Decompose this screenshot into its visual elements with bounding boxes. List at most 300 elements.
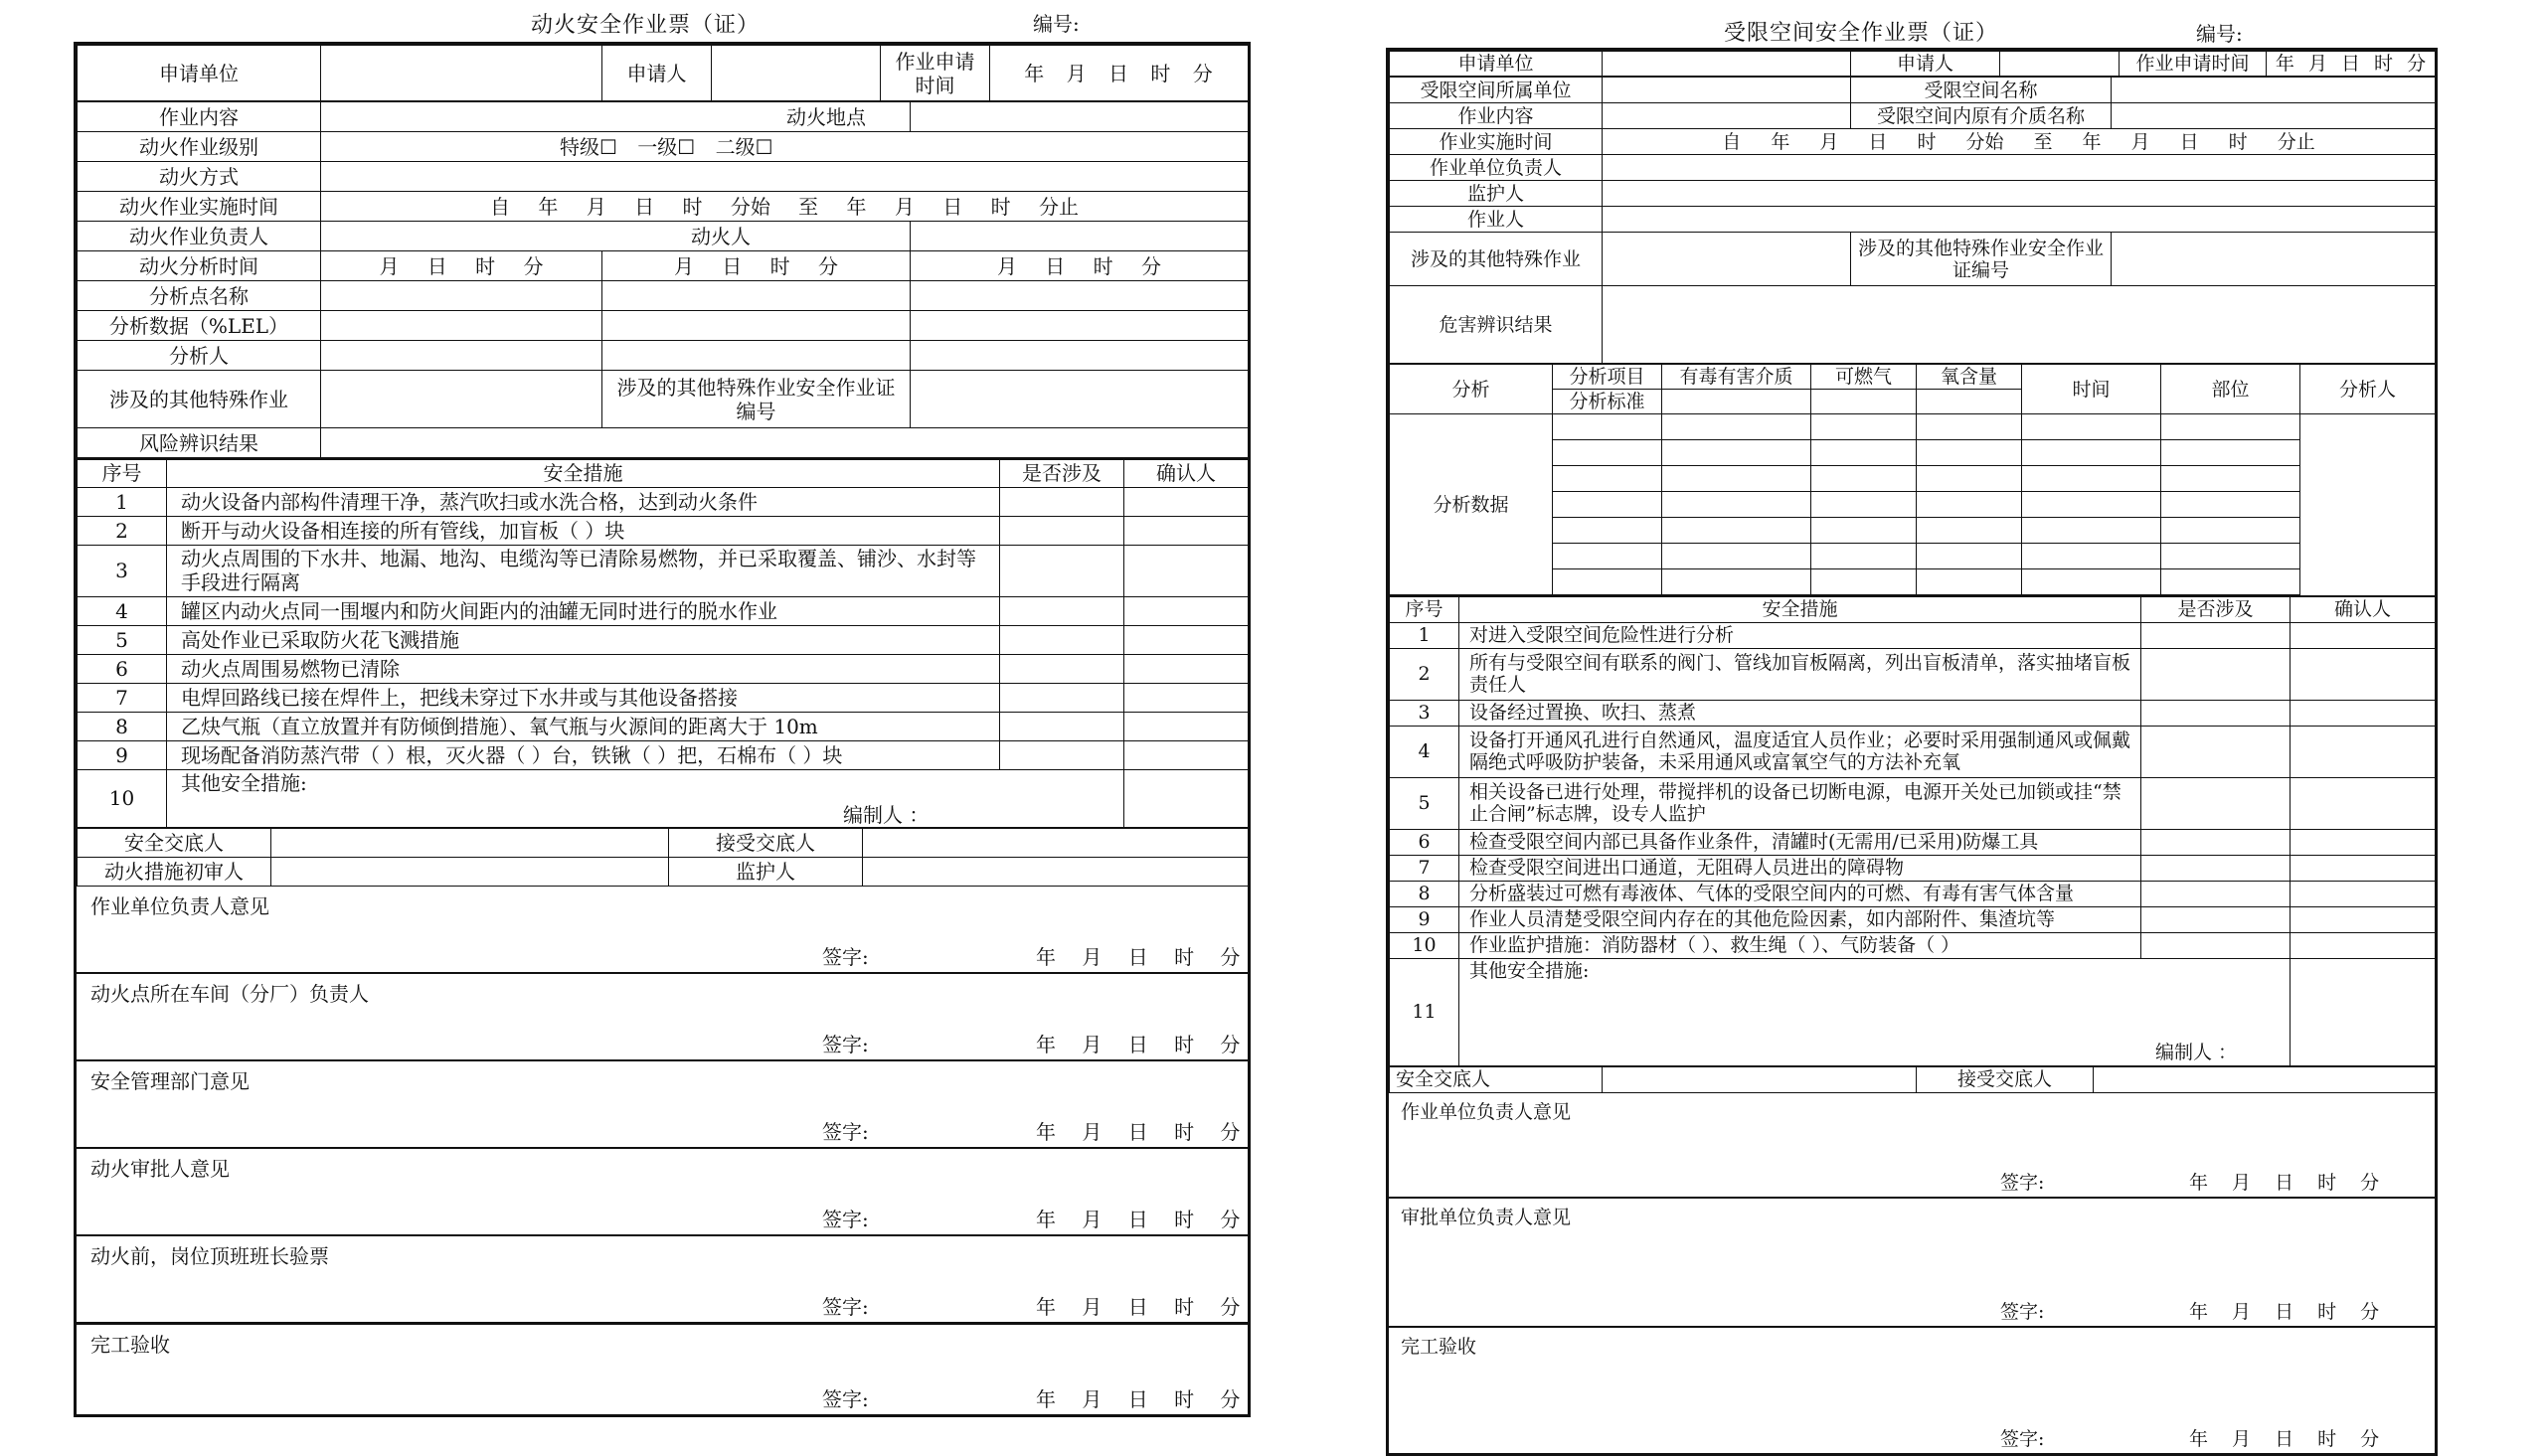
- analysis-data-cell[interactable]: [1811, 569, 1917, 595]
- analysis-data-cell[interactable]: [1811, 414, 1917, 440]
- measure-text: [167, 769, 1124, 827]
- measure-confirm[interactable]: [1124, 596, 1249, 625]
- analysis-data-cell[interactable]: [1662, 544, 1811, 569]
- analysis-data-label: 分析数据（%LEL）: [78, 311, 321, 341]
- analysis-data-3[interactable]: [911, 311, 1249, 341]
- c-measure-involved[interactable]: [2141, 906, 2291, 932]
- measure-confirm[interactable]: [1124, 545, 1249, 596]
- opinion-label: 动火前，岗位顶班班长验票: [90, 1243, 329, 1268]
- level-options[interactable]: 特级☐ 一级☐ 二级☐: [321, 132, 1249, 162]
- analysis-time-2[interactable]: 月 日 时 分: [602, 251, 911, 281]
- measure-no: 6: [78, 654, 167, 683]
- measure-row: [78, 654, 1249, 683]
- c-apply-time-value[interactable]: 年 月 日 时 分: [2267, 52, 2436, 77]
- c-measure-text: 所有与受限空间有联系的阀门、管线加盲板隔离，列出盲板清单，落实抽堵盲板责任人: [1459, 648, 2141, 700]
- worker-value[interactable]: [911, 222, 1249, 251]
- c-measure-confirm[interactable]: [2291, 829, 2436, 855]
- briefing-receiver-value[interactable]: [863, 828, 1249, 857]
- c-briefing-receiver-label: 接受交底人: [1917, 1066, 2094, 1092]
- confined-info-table: [1389, 51, 2436, 77]
- c-measure-text: 对进入受限空间危险性进行分析: [1459, 622, 2141, 648]
- c-measure-no: 5: [1390, 777, 1459, 829]
- analysis-data-cell[interactable]: [1553, 544, 1662, 569]
- confined-title: 受限空间安全作业票（证）: [1724, 21, 1999, 46]
- c-opinion-label: 作业单位负责人意见: [1401, 1100, 1572, 1123]
- method-value[interactable]: [321, 162, 1249, 192]
- measure-confirm[interactable]: [1124, 487, 1249, 516]
- analysis-data-cell[interactable]: [2022, 569, 2161, 595]
- measure-text: 动火点周围易燃物已清除: [167, 654, 1000, 683]
- c-opinion-block[interactable]: [1389, 1093, 2435, 1197]
- opinion-block[interactable]: [77, 1322, 1248, 1414]
- c-measure-row: [1390, 906, 2436, 932]
- col-confirm: 确认人: [1124, 459, 1249, 487]
- c-measure-text: 作业监护措施：消防器材（ ）、救生绳（ ）、气防装备（ ）: [1459, 932, 2141, 958]
- analysis-data-cell[interactable]: [1553, 518, 1662, 544]
- risk-label: 风险辨识结果: [78, 428, 321, 458]
- c-col-confirm: 确认人: [2291, 596, 2436, 622]
- c-applicant-label: 申请人: [1851, 52, 2000, 77]
- other-special-value[interactable]: [321, 371, 602, 428]
- analysis-data-cell[interactable]: [2161, 544, 2300, 569]
- hot-work-number-label: 编号:: [1033, 12, 1080, 36]
- analysis-data-cell[interactable]: [2161, 466, 2300, 492]
- c-standard-oxygen[interactable]: [1917, 390, 2022, 414]
- c-time: 时间: [2022, 365, 2161, 414]
- c-measure-text: 作业人员清楚受限空间内存在的其他危险因素，如内部附件、集渣坑等: [1459, 906, 2141, 932]
- measure-no: 4: [78, 596, 167, 625]
- c-measure-confirm[interactable]: [2291, 906, 2436, 932]
- c-supervisor-label: 监护人: [1390, 181, 1603, 207]
- c-standard-toxic[interactable]: [1662, 390, 1811, 414]
- measure-confirm[interactable]: [1124, 769, 1249, 827]
- c-leader-label: 作业单位负责人: [1390, 155, 1603, 181]
- c-measure-no: 1: [1390, 622, 1459, 648]
- confined-briefing-table: [1389, 1066, 2436, 1093]
- c-measure-confirm[interactable]: [2291, 648, 2436, 700]
- analysis-data-cell[interactable]: [2022, 414, 2161, 440]
- c-impl-time-label: 作业实施时间: [1390, 129, 1603, 155]
- c-other-special-label: 涉及的其他特殊作业: [1390, 233, 1603, 286]
- level-label: 动火作业级别: [78, 132, 321, 162]
- c-measure-confirm[interactable]: [2291, 958, 2436, 1065]
- c-measure-text: 设备经过置换、吹扫、蒸煮: [1459, 700, 2141, 726]
- other-special-no-value[interactable]: [911, 371, 1249, 428]
- c-measure-no: 7: [1390, 855, 1459, 881]
- briefing-receiver-label: 接受交底人: [669, 828, 863, 857]
- analyst-1[interactable]: [321, 341, 602, 371]
- measure-text: 高处作业已采取防火花飞溅措施: [167, 625, 1000, 654]
- hot-work-header: [74, 0, 1251, 42]
- c-measure-confirm[interactable]: [2291, 622, 2436, 648]
- sign-date: 年 月 日 时 分: [1036, 1207, 1243, 1231]
- c-measure-no: 3: [1390, 700, 1459, 726]
- analysis-data-cell[interactable]: [1553, 414, 1662, 440]
- measure-involved[interactable]: [1000, 625, 1124, 654]
- initial-reviewer-label: 动火措施初审人: [78, 857, 271, 886]
- analysis-data-cell[interactable]: [1917, 544, 2022, 569]
- c-briefing-receiver-value[interactable]: [2094, 1066, 2436, 1092]
- c-measure-no: 9: [1390, 906, 1459, 932]
- c-measure-text: [1459, 958, 2291, 1065]
- c-analysis-item: 分析项目: [1553, 365, 1662, 390]
- analysis-point-3[interactable]: [911, 281, 1249, 311]
- c-toxic: 有毒有害介质: [1662, 365, 1811, 390]
- measure-text: 断开与动火设备相连接的所有管线，加盲板（ ）块: [167, 516, 1000, 545]
- measure-row: [78, 487, 1249, 516]
- c-worker-value[interactable]: [1603, 207, 2436, 233]
- measure-no: 10: [78, 769, 167, 827]
- opinion-block[interactable]: [77, 972, 1248, 1059]
- worker-label: 动火人: [321, 222, 911, 251]
- measure-involved[interactable]: [1000, 654, 1124, 683]
- c-measure-row: [1390, 622, 2436, 648]
- measure-text-other: 其他安全措施:: [181, 770, 307, 795]
- c-measure-involved[interactable]: [2141, 829, 2291, 855]
- c-measure-no: 11: [1390, 958, 1459, 1065]
- analysis-data-cell[interactable]: [1662, 569, 1811, 595]
- measure-row: [78, 683, 1249, 712]
- hot-work-opinions: [77, 887, 1248, 1414]
- c-worker-label: 作业人: [1390, 207, 1603, 233]
- confined-form: [1386, 48, 2438, 1456]
- analysis-data-cell[interactable]: [1553, 492, 1662, 518]
- measure-confirm[interactable]: [1124, 516, 1249, 545]
- opinion-block[interactable]: [77, 1059, 1248, 1147]
- measure-confirm[interactable]: [1124, 740, 1249, 769]
- analysis-data-cell[interactable]: [1811, 544, 1917, 569]
- c-measure-no: 10: [1390, 932, 1459, 958]
- analysis-data-cell[interactable]: [2022, 466, 2161, 492]
- c-col-measures: 安全措施: [1459, 596, 2141, 622]
- c-col-no: 序号: [1390, 596, 1459, 622]
- opinion-label: 完工验收: [90, 1332, 170, 1357]
- impl-time-range[interactable]: 自 年 月 日 时 分始 至 年 月 日 时 分止: [321, 192, 1249, 222]
- c-measure-involved[interactable]: [2141, 777, 2291, 829]
- sign-label: 签字:: [822, 1386, 869, 1411]
- confined-space-permit: [1386, 0, 2438, 1456]
- analysis-data-cell[interactable]: [2161, 518, 2300, 544]
- c-measure-text: 检查受限空间内部已具备作业条件，清罐时(无需用/已采用)防爆工具: [1459, 829, 2141, 855]
- sign-date: 年 月 日 时 分: [1036, 1386, 1243, 1411]
- apply-time-label: 作业申请时间: [881, 46, 990, 101]
- c-measure-row: [1390, 829, 2436, 855]
- c-sign-date: 年 月 日 时 分: [2189, 1427, 2382, 1450]
- other-special-no-label: 涉及的其他特殊作业安全作业证编号: [602, 371, 911, 428]
- analysis-data-cell[interactable]: [2022, 544, 2161, 569]
- opinion-block[interactable]: [77, 1147, 1248, 1234]
- measure-no: 7: [78, 683, 167, 712]
- analysis-data-cell[interactable]: [1917, 414, 2022, 440]
- c-sign-label: 签字:: [2000, 1300, 2045, 1323]
- confined-opinions: [1389, 1093, 2435, 1453]
- c-medium-value[interactable]: [2112, 103, 2436, 129]
- c-applicant-value[interactable]: [2000, 52, 2120, 77]
- analysis-data-cell[interactable]: [1811, 466, 1917, 492]
- c-measure-row: [1390, 648, 2436, 700]
- confined-number-label: 编号:: [2196, 22, 2243, 46]
- analysis-data-cell[interactable]: [1917, 518, 2022, 544]
- hot-work-permit: [74, 0, 1251, 1417]
- apply-time-value[interactable]: 年 月 日 时 分: [990, 46, 1249, 101]
- c-analysis-data-label: 分析数据: [1390, 414, 1553, 595]
- sign-date: 年 月 日 时 分: [1036, 1119, 1243, 1144]
- c-other-special-no-label: 涉及的其他特殊作业安全作业证编号: [1851, 233, 2112, 286]
- measure-confirm[interactable]: [1124, 712, 1249, 740]
- opinion-label: 安全管理部门意见: [90, 1068, 250, 1093]
- c-apply-time-label: 作业申请时间: [2120, 52, 2267, 77]
- analysis-data-cell[interactable]: [1553, 569, 1662, 595]
- safety-briefer-label: 安全交底人: [78, 828, 271, 857]
- c-sign-label: 签字:: [2000, 1427, 2045, 1450]
- c-oxygen: 氧含量: [1917, 365, 2022, 390]
- compiler-label: 编制人 ：: [843, 802, 930, 827]
- analysis-data-cell[interactable]: [1811, 518, 1917, 544]
- sign-label: 签字:: [822, 944, 869, 969]
- analysis-point-1[interactable]: [321, 281, 602, 311]
- hot-work-info-table: [77, 45, 1249, 101]
- measure-confirm[interactable]: [1124, 625, 1249, 654]
- analysis-data-cell[interactable]: [1553, 466, 1662, 492]
- c-measure-involved[interactable]: [2141, 932, 2291, 958]
- c-opinion-block[interactable]: [1389, 1197, 2435, 1326]
- analysis-time-1[interactable]: 月 日 时 分: [321, 251, 602, 281]
- hot-work-briefing-table: [77, 828, 1249, 887]
- measure-no: 1: [78, 487, 167, 516]
- c-safety-briefer-label: 安全交底人: [1390, 1066, 1603, 1092]
- analysis-point-label: 分析点名称: [78, 281, 321, 311]
- leader-label: 动火作业负责人: [78, 222, 321, 251]
- c-compiler-label: 编制人 ：: [2155, 1041, 2238, 1063]
- c-measure-text: 相关设备已进行处理，带搅拌机的设备已切断电源，电源开关处已加锁或挂“禁止合闸”标志牌，设专人监护: [1459, 777, 2141, 829]
- c-measure-row: [1390, 958, 2436, 1065]
- c-content-label: 作业内容: [1390, 103, 1603, 129]
- measure-involved[interactable]: [1000, 545, 1124, 596]
- analysis-data-cell[interactable]: [2022, 518, 2161, 544]
- c-standard-flammable[interactable]: [1811, 390, 1917, 414]
- analysis-data-cell[interactable]: [2161, 492, 2300, 518]
- analysis-data-cell[interactable]: [1662, 518, 1811, 544]
- location-label: 动火地点: [321, 102, 911, 132]
- c-measure-no: 6: [1390, 829, 1459, 855]
- measure-involved[interactable]: [1000, 596, 1124, 625]
- supervisor-label: 监护人: [669, 857, 863, 886]
- c-hazard-value[interactable]: [1603, 286, 2436, 364]
- opinion-label: 动火审批人意见: [90, 1156, 230, 1181]
- c-measure-confirm[interactable]: [2291, 777, 2436, 829]
- analysis-data-cell[interactable]: [1811, 492, 1917, 518]
- confined-detail-table: [1389, 77, 2436, 364]
- sign-label: 签字:: [822, 1207, 869, 1231]
- c-measure-no: 2: [1390, 648, 1459, 700]
- analysis-data-cell[interactable]: [2161, 414, 2300, 440]
- c-measure-text: 设备打开通风孔进行自然通风，温度适宜人员作业；必要时采用强制通风或佩戴隔绝式呼吸防护装备，未采用通风或富氧空气的方法补充氧: [1459, 726, 2141, 777]
- measure-no: 8: [78, 712, 167, 740]
- analysis-data-cell[interactable]: [1917, 466, 2022, 492]
- measure-involved[interactable]: [1000, 683, 1124, 712]
- location-value[interactable]: [911, 102, 1249, 132]
- measure-text: 罐区内动火点同一围堰内和防火间距内的油罐无同时进行的脱水作业: [167, 596, 1000, 625]
- analysis-data-cell[interactable]: [2022, 440, 2161, 466]
- measure-no: 3: [78, 545, 167, 596]
- c-measure-row: [1390, 855, 2436, 881]
- c-measure-confirm[interactable]: [2291, 855, 2436, 881]
- opinion-label: 作业单位负责人意见: [90, 893, 269, 918]
- c-measure-involved[interactable]: [2141, 648, 2291, 700]
- analysis-data-cell[interactable]: [1553, 440, 1662, 466]
- risk-value[interactable]: [321, 428, 1249, 458]
- confined-analysis-table: [1389, 364, 2436, 595]
- c-safety-briefer-value[interactable]: [1603, 1066, 1917, 1092]
- measure-no: 5: [78, 625, 167, 654]
- analysis-data-cell[interactable]: [1662, 414, 1811, 440]
- analysis-data-cell[interactable]: [2161, 569, 2300, 595]
- analysis-data-cell[interactable]: [2161, 440, 2300, 466]
- analysis-data-cell[interactable]: [1662, 466, 1811, 492]
- c-measure-text-other: 其他安全措施:: [1469, 959, 1590, 982]
- c-measure-involved[interactable]: [2141, 700, 2291, 726]
- applicant-label: 申请人: [602, 46, 712, 101]
- applicant-value[interactable]: [712, 46, 881, 101]
- analysis-time-3[interactable]: 月 日 时 分: [911, 251, 1249, 281]
- measure-text: 电焊回路线已接在焊件上，把线未穿过下水井或与其他设备搭接: [167, 683, 1000, 712]
- c-measure-row: [1390, 777, 2436, 829]
- col-involved: 是否涉及: [1000, 459, 1124, 487]
- c-measure-involved[interactable]: [2141, 855, 2291, 881]
- hot-work-title: 动火安全作业票（证）: [531, 13, 761, 38]
- c-space-unit-label: 受限空间所属单位: [1390, 78, 1603, 103]
- sign-date: 年 月 日 时 分: [1036, 1294, 1243, 1319]
- c-measure-no: 8: [1390, 881, 1459, 906]
- c-space-unit-value[interactable]: [1603, 78, 1851, 103]
- c-content-value[interactable]: [1603, 103, 1851, 129]
- analysis-data-cell[interactable]: [1917, 440, 2022, 466]
- c-col-involved: 是否涉及: [2141, 596, 2291, 622]
- measure-confirm[interactable]: [1124, 654, 1249, 683]
- analysis-data-2[interactable]: [602, 311, 911, 341]
- c-measure-text: 分析盛装过可燃有毒液体、气体的受限空间内的可燃、有毒有害气体含量: [1459, 881, 2141, 906]
- c-measure-text: 检查受限空间进出口通道，无阻碍人员进出的障碍物: [1459, 855, 2141, 881]
- c-sign-date: 年 月 日 时 分: [2189, 1300, 2382, 1323]
- analysis-data-1[interactable]: [321, 311, 602, 341]
- c-apply-unit-label: 申请单位: [1390, 52, 1603, 77]
- measure-involved[interactable]: [1000, 487, 1124, 516]
- hot-work-measures-table: [77, 458, 1249, 828]
- c-analyst: 分析人: [2300, 365, 2436, 414]
- analysis-data-cell[interactable]: [1917, 569, 2022, 595]
- c-measure-no: 4: [1390, 726, 1459, 777]
- c-measure-row: [1390, 700, 2436, 726]
- c-measure-involved[interactable]: [2141, 881, 2291, 906]
- supervisor-value[interactable]: [863, 857, 1249, 886]
- impl-time-label: 动火作业实施时间: [78, 192, 321, 222]
- c-apply-unit-value[interactable]: [1603, 52, 1851, 77]
- measure-row: [78, 596, 1249, 625]
- c-sign-label: 签字:: [2000, 1171, 2045, 1194]
- analysis-data-cell[interactable]: [1662, 492, 1811, 518]
- sign-label: 签字:: [822, 1294, 869, 1319]
- analysis-time-label: 动火分析时间: [78, 251, 321, 281]
- c-leader-value[interactable]: [1603, 155, 2436, 181]
- measure-text: 现场配备消防蒸汽带（ ）根，灭火器（ ）台，铁锹（ ）把，石棉布（ ）块: [167, 740, 1000, 769]
- confined-header: [1386, 0, 2438, 48]
- sign-label: 签字:: [822, 1032, 869, 1056]
- measure-text: 动火点周围的下水井、地漏、地沟、电缆沟等已清除易燃物，并已采取覆盖、铺沙、水封等手段进行隔离: [167, 545, 1000, 596]
- c-measure-confirm[interactable]: [2291, 700, 2436, 726]
- c-measure-involved[interactable]: [2141, 726, 2291, 777]
- analysis-data-cell[interactable]: [1917, 492, 2022, 518]
- confined-measures-table: [1389, 595, 2436, 1066]
- method-label: 动火方式: [78, 162, 321, 192]
- c-analysis-standard: 分析标准: [1553, 390, 1662, 414]
- measure-row: [78, 769, 1249, 827]
- c-measure-row: [1390, 881, 2436, 906]
- c-measure-confirm[interactable]: [2291, 932, 2436, 958]
- measure-row: [78, 516, 1249, 545]
- c-supervisor-value[interactable]: [1603, 181, 2436, 207]
- hot-work-form: [74, 42, 1251, 1417]
- analysis-point-2[interactable]: [602, 281, 911, 311]
- opinion-block[interactable]: [77, 887, 1248, 972]
- c-opinion-block[interactable]: [1389, 1326, 2435, 1453]
- measure-row: [78, 625, 1249, 654]
- c-space-name-value[interactable]: [2112, 78, 2436, 103]
- other-special-label: 涉及的其他特殊作业: [78, 371, 321, 428]
- apply-unit-value[interactable]: [321, 46, 602, 101]
- c-flammable: 可燃气: [1811, 365, 1917, 390]
- analyst-2[interactable]: [602, 341, 911, 371]
- c-position: 部位: [2161, 365, 2300, 414]
- c-measure-involved[interactable]: [2141, 622, 2291, 648]
- analysis-data-cell[interactable]: [1811, 440, 1917, 466]
- opinion-block[interactable]: [77, 1234, 1248, 1322]
- c-space-name-label: 受限空间名称: [1851, 78, 2112, 103]
- col-no: 序号: [78, 459, 167, 487]
- measure-text: 乙炔气瓶（直立放置并有防倾倒措施）、氧气瓶与火源间的距离大于 10m: [167, 712, 1000, 740]
- col-measures: 安全措施: [167, 459, 1000, 487]
- measure-no: 9: [78, 740, 167, 769]
- c-opinion-label: 审批单位负责人意见: [1401, 1206, 1572, 1228]
- content-label: 作业内容: [78, 102, 321, 132]
- analysis-data-cell[interactable]: [2022, 492, 2161, 518]
- measure-involved[interactable]: [1000, 740, 1124, 769]
- c-impl-time-range[interactable]: 自 年 月 日 时 分始 至 年 月 日 时 分止: [1603, 129, 2436, 155]
- measure-row: [78, 545, 1249, 596]
- c-other-special-value[interactable]: [1603, 233, 1851, 286]
- c-other-special-no-value[interactable]: [2112, 233, 2436, 286]
- c-analysis-label: 分析: [1390, 365, 1553, 414]
- measure-no: 2: [78, 516, 167, 545]
- hot-work-detail-table: [77, 101, 1249, 458]
- apply-unit-label: 申请单位: [78, 46, 321, 101]
- analysis-data-cell[interactable]: [1662, 440, 1811, 466]
- measure-involved[interactable]: [1000, 516, 1124, 545]
- analyst-3[interactable]: [911, 341, 1249, 371]
- analysis-data-row: [1390, 414, 2436, 440]
- sign-date: 年 月 日 时 分: [1036, 944, 1243, 969]
- safety-briefer-value[interactable]: [271, 828, 669, 857]
- c-medium-label: 受限空间内原有介质名称: [1851, 103, 2112, 129]
- c-measure-row: [1390, 726, 2436, 777]
- measure-text: 动火设备内部构件清理干净，蒸汽吹扫或水洗合格，达到动火条件: [167, 487, 1000, 516]
- measure-confirm[interactable]: [1124, 683, 1249, 712]
- measure-involved[interactable]: [1000, 712, 1124, 740]
- c-opinion-label: 完工验收: [1401, 1335, 1477, 1358]
- sign-label: 签字:: [822, 1119, 869, 1144]
- c-measure-confirm[interactable]: [2291, 726, 2436, 777]
- c-measure-confirm[interactable]: [2291, 881, 2436, 906]
- initial-reviewer-value[interactable]: [271, 857, 669, 886]
